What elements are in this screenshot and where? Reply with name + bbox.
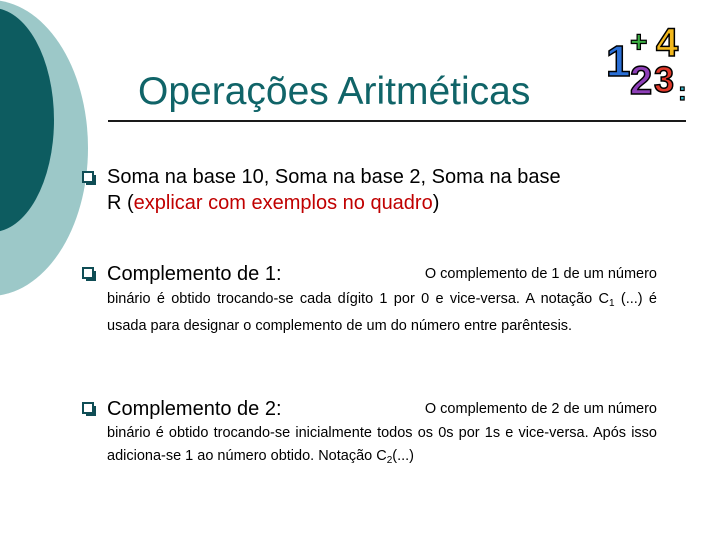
item-soma-line2: [107, 190, 561, 216]
item-soma-suffix: ): [432, 192, 440, 214]
svg-text:+: +: [630, 26, 648, 59]
complemento-1-title: Complemento de 1:: [107, 263, 282, 285]
item-complemento-2-heading: [107, 396, 657, 422]
svg-text::: :: [678, 76, 687, 106]
bullet-icon: [82, 267, 94, 279]
item-soma-prefix: R (: [107, 192, 134, 214]
complemento-2-text-b: (...): [392, 448, 415, 464]
item-soma-note: explicar com exemplos no quadro: [133, 192, 433, 214]
complemento-2-title: Complemento de 2:: [107, 398, 282, 420]
complemento-1-body: [107, 288, 657, 338]
bullet-icon: [82, 171, 94, 183]
complemento-1-subscript: 1: [609, 298, 615, 309]
title-underline: [108, 120, 686, 122]
item-complemento-1-heading: [107, 261, 657, 287]
svg-text:1: 1: [606, 37, 631, 86]
math-numbers-icon: [600, 10, 698, 108]
complemento-1-text-a: binário é obtido trocando-se cada dígito 1 por 0 e vice-versa. A notação C: [107, 291, 609, 307]
item-soma-line1: Soma na base 10, Soma na base 2, Soma na base: [107, 166, 561, 188]
item-soma: [107, 164, 561, 216]
complemento-2-body: [107, 422, 657, 472]
slide-title: Operações Aritméticas: [138, 70, 531, 113]
complemento-2-lead: O complemento de 2 de um número: [424, 401, 657, 417]
complemento-1-lead: O complemento de 1 de um número: [424, 266, 657, 282]
svg-text:2: 2: [630, 59, 653, 103]
svg-text:4: 4: [656, 21, 679, 65]
complemento-2-subscript: 2: [386, 455, 393, 466]
bullet-icon: [82, 402, 94, 414]
complemento-1-text-b: (...) é usada para designar o complemento de um do número entre parêntesis.: [107, 291, 657, 334]
complemento-2-text-a: binário é obtido trocando-se inicialmente todos os 0s por 1s e vice-versa. Após isso adiciona-se 1 ao número obtido. Notação C: [107, 425, 657, 464]
svg-text:3: 3: [654, 59, 675, 100]
